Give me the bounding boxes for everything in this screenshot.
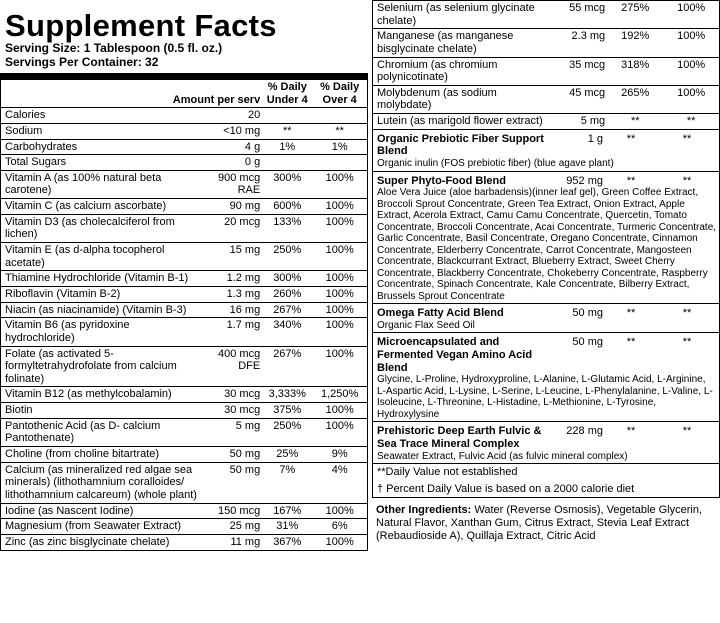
nutrient-amount: 1.7 mg [200, 318, 262, 346]
nutrient-amount: 400 mcg DFE [200, 346, 262, 387]
nutrient-name: Vitamin B6 (as pyridoxine hydrochloride) [1, 318, 201, 346]
table-row [1, 519, 368, 535]
blend-cell [373, 304, 720, 333]
blend-row [373, 304, 720, 333]
blend-amount: 1 g [587, 132, 603, 145]
blend-name: Prehistoric Deep Earth Fulvic & Sea Trace Mineral Complex [377, 425, 542, 450]
table-row [1, 387, 368, 403]
blend-amount: 50 mg [572, 307, 603, 320]
nutrient-name: Riboflavin (Vitamin B-2) [1, 286, 201, 302]
dv-under4: 267% [262, 346, 312, 387]
dv-note: **Daily Value not established [377, 466, 518, 479]
dv-under4: 133% [262, 214, 312, 242]
nutrient-amount: 20 mcg [200, 214, 262, 242]
dv-over4: ** [682, 307, 692, 320]
dv-over4: 100% [663, 57, 719, 85]
table-header [1, 80, 368, 108]
nutrient-amount: 0 g [200, 155, 262, 171]
notes-box [372, 464, 720, 498]
nutrient-amount: 5 mg [551, 114, 607, 130]
table-row [1, 346, 368, 387]
nutrient-amount: 30 mcg [200, 387, 262, 403]
blend-cell [373, 422, 720, 464]
table-row [1, 534, 368, 550]
dv-under4: 267% [262, 302, 312, 318]
table-row [1, 447, 368, 463]
dv-over4: 100% [663, 85, 719, 113]
dv-under4: 265% [607, 85, 663, 113]
dv-under4: 25% [262, 447, 312, 463]
dv-under4: 167% [262, 503, 312, 519]
dv-under4: 375% [262, 403, 312, 419]
dv-under4: ** [626, 307, 636, 320]
blend-ingredients: Glycine, L-Proline, Hydroxyproline, L-Alanine, L-Glutamic Acid, L-Arginine, L-Aspartic Acid, L-Lysine, L-Serine, L-Leucine, L-Phenylalanine, L-Valine, L-Isoleucine, L-Threonine, L-Histadine, L-Methionine, L-Tyrosine, Hydroxylysine [377, 374, 713, 420]
dv-over4: ** [663, 114, 719, 130]
nutrient-name: Sodium [1, 123, 201, 139]
serving-size: Serving Size: 1 Tablespoon (0.5 fl. oz.) [5, 41, 223, 55]
dv-over4: 6% [312, 519, 367, 535]
nutrient-name: Magnesium (from Seawater Extract) [1, 519, 201, 535]
nutrient-table-right [372, 0, 720, 464]
blend-cell [373, 129, 720, 171]
dv-under4: 367% [262, 534, 312, 550]
nutrient-table-left [0, 79, 368, 551]
other-ingredients [372, 502, 720, 544]
blend-ingredients: Seawater Extract, Fulvic Acid (as fulvic mineral complex) [377, 450, 628, 462]
dv-under4: 300% [262, 271, 312, 287]
table-row [1, 199, 368, 215]
dv-over4: 100% [312, 534, 367, 550]
right-panel [372, 0, 720, 623]
table-row [1, 139, 368, 155]
dv-over4: ** [312, 123, 367, 139]
dv-over4: 100% [312, 286, 367, 302]
dv-over4: 100% [312, 302, 367, 318]
nutrient-name: Vitamin B12 (as methylcobalamin) [1, 387, 201, 403]
nutrient-name: Manganese (as manganese bisglycinate chelate) [373, 29, 552, 57]
blend-row [373, 422, 720, 464]
nutrient-amount: 45 mcg [551, 85, 607, 113]
table-row [373, 57, 720, 85]
table-row [1, 318, 368, 346]
nutrient-name: Biotin [1, 403, 201, 419]
nutrient-name: Niacin (as niacinamide) (Vitamin B-3) [1, 302, 201, 318]
dv-under4: 31% [262, 519, 312, 535]
table-row [1, 123, 368, 139]
nutrient-name: Carbohydrates [1, 139, 201, 155]
nutrient-amount: 35 mcg [551, 57, 607, 85]
nutrient-amount: 16 mg [200, 302, 262, 318]
nutrient-name: Thiamine Hydrochloride (Vitamin B-1) [1, 271, 201, 287]
nutrient-amount: 25 mg [200, 519, 262, 535]
blend-ingredients: Organic Flax Seed Oil [377, 319, 475, 331]
dv-under4: 7% [262, 462, 312, 503]
dv-over4: ** [682, 336, 692, 349]
nutrient-name: Zinc (as zinc bisglycinate chelate) [1, 534, 201, 550]
dv-over4: 100% [312, 214, 367, 242]
table-row [1, 170, 368, 198]
table-row [1, 108, 368, 124]
dv-under4: 250% [262, 418, 312, 446]
blend-name: Organic Prebiotic Fiber Support Blend [377, 132, 544, 158]
dv-under4: 275% [607, 1, 663, 29]
page-title: Supplement Facts [5, 8, 277, 43]
dv-over4: 100% [312, 318, 367, 346]
nutrient-amount: 5 mg [200, 418, 262, 446]
nutrient-name: Calcium (as mineralized red algae sea minerals) (lithothamnium coralloides/ lithothamnium calcareum) (whole plant) [1, 462, 201, 503]
blend-ingredients: Organic inulin (FOS prebiotic fiber) (blue agave plant) [377, 158, 614, 170]
dv-under4 [262, 108, 312, 124]
dv-under4: 1% [262, 139, 312, 155]
blend-row [373, 171, 720, 304]
dv-over4 [312, 155, 367, 171]
amount-header: Amount per serv [1, 80, 263, 108]
servings-per-container: Servings Per Container: 32 [5, 55, 159, 69]
nutrient-amount: 11 mg [200, 534, 262, 550]
blend-amount: 952 mg [566, 174, 603, 187]
dv-under4: 250% [262, 243, 312, 271]
nutrient-name: Vitamin E (as d-alpha tocopherol acetate) [1, 243, 201, 271]
dv-under4: ** [626, 336, 636, 349]
table-row [1, 286, 368, 302]
dv-over4: 100% [312, 503, 367, 519]
blend-row [373, 129, 720, 171]
nutrient-amount: <10 mg [200, 123, 262, 139]
dv-over4: 100% [312, 199, 367, 215]
table-row [1, 503, 368, 519]
dv-under4: 340% [262, 318, 312, 346]
dv-under4: 318% [607, 57, 663, 85]
table-row [1, 155, 368, 171]
nutrient-amount: 150 mcg [200, 503, 262, 519]
dv-over4: 1,250% [312, 387, 367, 403]
dv-under4 [262, 155, 312, 171]
table-row [1, 302, 368, 318]
dv-under4: 3,333% [262, 387, 312, 403]
nutrient-amount: 1.2 mg [200, 271, 262, 287]
blend-name: Omega Fatty Acid Blend [377, 307, 504, 320]
dv-over4: 100% [312, 271, 367, 287]
dv-under4: 260% [262, 286, 312, 302]
blend-row [373, 333, 720, 422]
table-row [1, 271, 368, 287]
nutrient-name: Molybdenum (as sodium molybdate) [373, 85, 552, 113]
nutrient-amount: 90 mg [200, 199, 262, 215]
dv-over4: 1% [312, 139, 367, 155]
dv-over4: 100% [312, 403, 367, 419]
nutrient-name: Lutein (as marigold flower extract) [373, 114, 552, 130]
table-row [1, 462, 368, 503]
nutrient-name: Iodine (as Nascent Iodine) [1, 503, 201, 519]
nutrient-amount: 900 mcg RAE [200, 170, 262, 198]
nutrient-name: Vitamin C (as calcium ascorbate) [1, 199, 201, 215]
dv-under4: ** [262, 123, 312, 139]
dv-over4: 100% [312, 346, 367, 387]
dv-over4: 100% [312, 170, 367, 198]
nutrient-amount: 1.3 mg [200, 286, 262, 302]
dv-over4 [312, 108, 367, 124]
nutrient-name: Chromium (as chromium polynicotinate) [373, 57, 552, 85]
table-row [1, 214, 368, 242]
dv-under4: 192% [607, 29, 663, 57]
dv-under4: ** [626, 132, 636, 145]
dv-over4: 100% [663, 1, 719, 29]
dv-over4: 100% [312, 243, 367, 271]
dv-under4: ** [626, 425, 636, 438]
nutrient-name: Vitamin D3 (as cholecalciferol from lichen) [1, 214, 201, 242]
nutrient-name: Selenium (as selenium glycinate chelate) [373, 1, 552, 29]
nutrient-amount: 2.3 mg [551, 29, 607, 57]
nutrient-amount: 50 mg [200, 447, 262, 463]
nutrient-amount: 15 mg [200, 243, 262, 271]
dv-over4: ** [682, 425, 692, 438]
table-row [373, 1, 720, 29]
table-row [1, 403, 368, 419]
nutrient-name: Vitamin A (as 100% natural beta carotene) [1, 170, 201, 198]
nutrient-amount: 30 mcg [200, 403, 262, 419]
dv-over4-header: % Daily Over 4 [312, 80, 367, 108]
nutrient-name: Calories [1, 108, 201, 124]
dv-under4-header: % Daily Under 4 [262, 80, 312, 108]
percent-note: † Percent Daily Value is based on a 2000 calorie diet [377, 482, 635, 495]
nutrient-name: Choline (from choline bitartrate) [1, 447, 201, 463]
table-row [373, 114, 720, 130]
blend-amount: 50 mg [572, 336, 603, 349]
dv-under4: 300% [262, 170, 312, 198]
dv-over4: 100% [312, 418, 367, 446]
table-row [373, 29, 720, 57]
blend-cell [373, 171, 720, 304]
dv-over4: 4% [312, 462, 367, 503]
table-row [373, 85, 720, 113]
other-ingredients-text: Water (Reverse Osmosis), Vegetable Glycerin, Natural Flavor, Xanthan Gum, Citrus Extract, Stevia Leaf Extract (Rebaudioside A), Quillaja Extract, Citric Acid [376, 504, 703, 542]
dv-over4: 9% [312, 447, 367, 463]
other-ingredients-label: Other Ingredients: [376, 504, 472, 517]
nutrient-amount: 20 [200, 108, 262, 124]
nutrient-name: Pantothenic Acid (as D- calcium Pantothenate) [1, 418, 201, 446]
blend-amount: 228 mg [566, 425, 603, 438]
dv-under4: 600% [262, 199, 312, 215]
dv-over4: 100% [663, 29, 719, 57]
blend-ingredients: Aloe Vera Juice (aloe barbadensis)(inner leaf gel), Green Coffee Extract, Broccoli Sprout Concentrate, Green Tea Extract, Onion Extract, Apple Extract, Acerola Extract, Camu Camu Concentrate, Quercetin, Tomato Concentrate, Broccoli Concentrate, Acai Concentrate, Turmeric Concentrate, Garlic Concentrate, Basil Concentrate, Oregano Concentrate, Cinnamon Concentrate, Elderberry Concentrate, Carrot Concentrate, Mangosteen Concentrate, Blackcurrant Extract, Blueberry Extract, Sweet Cherry Concentrate, Blackberry Concentrate, Chokeberry Concentrate, Raspberry Concentrate, Spinach Concentrate, Kale Concentrate, Bilberry Extract, Brussels Sprout Concentrate [377, 187, 717, 302]
nutrient-amount: 4 g [200, 139, 262, 155]
blend-name: Microencapsulated and Fermented Vegan Amino Acid Blend [377, 336, 533, 374]
nutrient-name: Folate (as activated 5-formyltetrahydrofolate from calcium folinate) [1, 346, 201, 387]
dv-under4: ** [626, 174, 636, 187]
nutrient-amount: 50 mg [200, 462, 262, 503]
table-row [1, 418, 368, 446]
dv-over4: ** [682, 174, 692, 187]
dv-over4: ** [682, 132, 692, 145]
blend-cell [373, 333, 720, 422]
blend-name: Super Phyto-Food Blend [377, 174, 506, 187]
table-row [1, 243, 368, 271]
nutrient-amount: 55 mcg [551, 1, 607, 29]
dv-under4: ** [607, 114, 663, 130]
nutrient-name: Total Sugars [1, 155, 201, 171]
